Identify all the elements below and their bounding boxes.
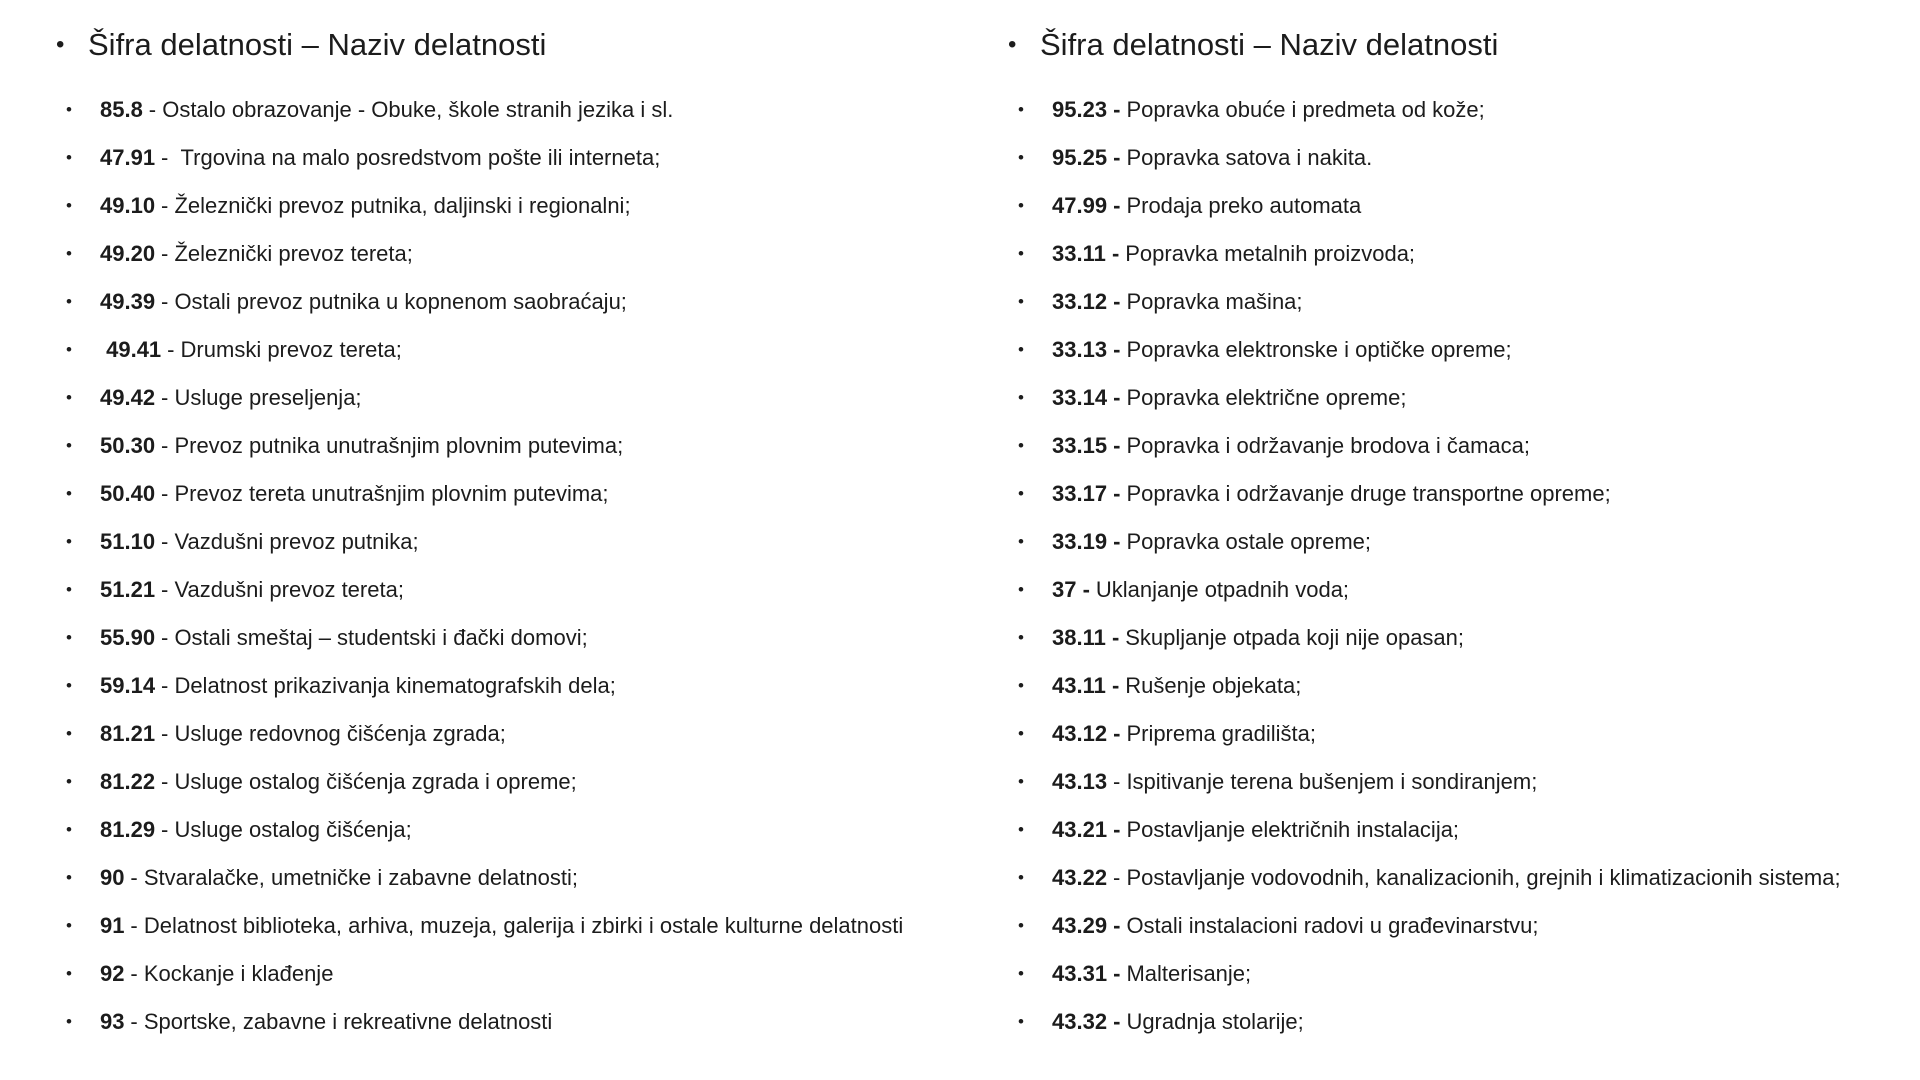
list-item	[56, 768, 966, 795]
bullet-icon: •	[66, 244, 72, 263]
bullet-icon: •	[1018, 628, 1024, 647]
activity-text	[100, 336, 402, 363]
activity-list-left	[56, 96, 966, 1035]
activity-desc: - Usluge ostalog čišćenja zgrada i opreme;	[161, 769, 577, 794]
activity-code: 33.11 -	[1052, 241, 1120, 266]
bullet-icon: •	[1018, 964, 1024, 983]
activity-text	[100, 672, 616, 699]
activity-code: 38.11 -	[1052, 625, 1120, 650]
activity-code: 51.10	[100, 529, 156, 554]
activity-text	[100, 960, 333, 987]
activity-desc: Popravka i održavanje brodova i čamaca;	[1126, 433, 1530, 458]
bullet-icon: •	[66, 1012, 72, 1031]
activity-desc: - Delatnost prikazivanja kinematografskih dela;	[161, 673, 616, 698]
bullet-icon: •	[56, 31, 65, 58]
activity-desc: - Ostalo obrazovanje - Obuke, škole stranih jezika i sl.	[148, 97, 674, 122]
activity-text	[1052, 336, 1512, 363]
activity-text	[1052, 816, 1459, 843]
bullet-icon: •	[1018, 772, 1024, 791]
activity-text	[1052, 672, 1301, 699]
list-item	[56, 960, 966, 987]
activity-text	[100, 144, 660, 171]
activity-desc: Prodaja preko automata	[1126, 193, 1362, 218]
bullet-icon: •	[66, 580, 72, 599]
bullet-icon: •	[66, 388, 72, 407]
activity-text	[100, 528, 419, 555]
activity-text	[1052, 144, 1372, 171]
activity-text	[1052, 1008, 1304, 1035]
activity-text	[1052, 960, 1251, 987]
activity-text	[100, 240, 413, 267]
activity-code: 95.23 -	[1052, 97, 1121, 122]
activity-text	[100, 816, 412, 843]
activity-desc: Uklanjanje otpadnih voda;	[1095, 577, 1350, 602]
activity-desc: - Vazdušni prevoz tereta;	[161, 577, 404, 602]
activity-code: 49.39	[100, 289, 156, 314]
activity-code: 95.25 -	[1052, 145, 1121, 170]
activity-desc: - Prevoz tereta unutrašnjim plovnim putevima;	[161, 481, 609, 506]
bullet-icon: •	[66, 724, 72, 743]
activity-desc: - Ispitivanje terena bušenjem i sondiranjem;	[1113, 769, 1538, 794]
bullet-icon: •	[66, 100, 72, 119]
activity-desc: Popravka metalnih proizvoda;	[1125, 241, 1416, 266]
activity-code: 43.29 -	[1052, 913, 1121, 938]
activity-desc: - Trgovina na malo posredstvom pošte ili interneta;	[161, 145, 661, 170]
bullet-icon: •	[1018, 580, 1024, 599]
activity-text	[1052, 768, 1537, 795]
activity-code: 49.20	[100, 241, 156, 266]
activity-text	[100, 720, 506, 747]
bullet-icon: •	[1008, 31, 1017, 58]
activity-list-right	[1008, 96, 1858, 1035]
list-item	[56, 336, 966, 363]
activity-desc: Malterisanje;	[1126, 961, 1252, 986]
list-item	[56, 432, 966, 459]
activity-code: 51.21	[100, 577, 156, 602]
list-item	[56, 624, 966, 651]
bullet-icon: •	[1018, 196, 1024, 215]
list-item	[1008, 816, 1858, 843]
bullet-icon: •	[66, 772, 72, 791]
list-item	[1008, 480, 1858, 507]
activity-code: 47.91	[100, 145, 156, 170]
activity-text	[1052, 384, 1406, 411]
activity-desc: Popravka obuće i predmeta od kože;	[1126, 97, 1485, 122]
list-item	[1008, 144, 1858, 171]
bullet-icon: •	[1018, 1012, 1024, 1031]
activity-desc: Popravka elektronske i optičke opreme;	[1126, 337, 1512, 362]
activity-desc: Skupljanje otpada koji nije opasan;	[1125, 625, 1465, 650]
activity-desc: - Železnički prevoz putnika, daljinski i regionalni;	[161, 193, 631, 218]
activity-desc: - Delatnost biblioteka, arhiva, muzeja, galerija i zbirki i ostale kulturne delatnosti	[130, 913, 904, 938]
column-left	[56, 26, 966, 1056]
list-item	[56, 96, 966, 123]
activity-text	[1052, 912, 1539, 939]
list-item	[56, 576, 966, 603]
activity-text	[100, 576, 404, 603]
bullet-icon: •	[66, 292, 72, 311]
activity-code: 33.17 -	[1052, 481, 1121, 506]
activity-code: 33.12 -	[1052, 289, 1121, 314]
activity-text	[100, 432, 623, 459]
activity-text	[1052, 240, 1415, 267]
list-item	[1008, 192, 1858, 219]
activity-code: 47.99 -	[1052, 193, 1121, 218]
activity-code: 49.42	[100, 385, 156, 410]
activity-desc: - Usluge preseljenja;	[161, 385, 362, 410]
activity-code: 91	[100, 913, 125, 938]
activity-text	[100, 96, 673, 123]
bullet-icon: •	[1018, 100, 1024, 119]
activity-desc: Priprema gradilišta;	[1126, 721, 1316, 746]
bullet-icon: •	[1018, 820, 1024, 839]
list-item	[1008, 1008, 1858, 1035]
column-title-row	[1008, 26, 1858, 64]
list-item	[56, 288, 966, 315]
activity-code: 49.41	[100, 337, 162, 362]
list-item	[1008, 960, 1858, 987]
bullet-icon: •	[1018, 532, 1024, 551]
activity-desc: - Vazdušni prevoz putnika;	[161, 529, 419, 554]
activity-desc: - Kockanje i klađenje	[130, 961, 334, 986]
activity-desc: Ostali instalacioni radovi u građevinarstvu;	[1126, 913, 1539, 938]
list-item	[56, 1008, 966, 1035]
activity-code: 33.14 -	[1052, 385, 1121, 410]
list-item	[56, 864, 966, 891]
activity-text	[1052, 576, 1349, 603]
activity-code: 43.11 -	[1052, 673, 1120, 698]
list-item	[1008, 528, 1858, 555]
bullet-icon: •	[66, 196, 72, 215]
activity-desc: - Prevoz putnika unutrašnjim plovnim putevima;	[161, 433, 624, 458]
bullet-icon: •	[66, 628, 72, 647]
activity-text	[100, 1008, 552, 1035]
activity-code: 81.22	[100, 769, 156, 794]
activity-text	[100, 480, 609, 507]
activity-text	[1052, 528, 1371, 555]
bullet-icon: •	[66, 868, 72, 887]
list-item	[1008, 288, 1858, 315]
activity-code: 49.10	[100, 193, 156, 218]
activity-text	[100, 192, 631, 219]
activity-text	[100, 864, 578, 891]
activity-code: 33.19 -	[1052, 529, 1121, 554]
list-item	[56, 816, 966, 843]
activity-desc: - Usluge ostalog čišćenja;	[161, 817, 412, 842]
activity-text	[100, 288, 627, 315]
activity-desc: - Ostali prevoz putnika u kopnenom saobraćaju;	[161, 289, 627, 314]
bullet-icon: •	[1018, 868, 1024, 887]
bullet-icon: •	[1018, 676, 1024, 695]
activity-desc: - Železnički prevoz tereta;	[161, 241, 413, 266]
bullet-icon: •	[66, 532, 72, 551]
activity-desc: Ugradnja stolarije;	[1126, 1009, 1304, 1034]
list-item	[1008, 720, 1858, 747]
list-item	[56, 528, 966, 555]
activity-code: 33.15 -	[1052, 433, 1121, 458]
activity-text	[1052, 864, 1841, 891]
activity-code: 90	[100, 865, 125, 890]
list-item	[1008, 96, 1858, 123]
bullet-icon: •	[1018, 292, 1024, 311]
activity-desc: - Stvaralačke, umetničke i zabavne delatnosti;	[130, 865, 578, 890]
activity-code: 55.90	[100, 625, 156, 650]
bullet-icon: •	[66, 916, 72, 935]
activity-code: 81.21	[100, 721, 156, 746]
bullet-icon: •	[66, 340, 72, 359]
activity-code: 92	[100, 961, 125, 986]
list-item	[1008, 336, 1858, 363]
bullet-icon: •	[66, 148, 72, 167]
column-title: Šifra delatnosti – Naziv delatnosti	[88, 27, 547, 62]
bullet-icon: •	[1018, 916, 1024, 935]
activity-text	[1052, 432, 1530, 459]
bullet-icon: •	[66, 436, 72, 455]
column-right	[1008, 26, 1858, 1056]
activity-code: 43.31 -	[1052, 961, 1121, 986]
bullet-icon: •	[1018, 148, 1024, 167]
list-item	[1008, 768, 1858, 795]
activity-code: 43.32 -	[1052, 1009, 1121, 1034]
list-item	[1008, 384, 1858, 411]
bullet-icon: •	[1018, 724, 1024, 743]
bullet-icon: •	[1018, 436, 1024, 455]
list-item	[56, 720, 966, 747]
list-item	[1008, 432, 1858, 459]
activity-code: 37 -	[1052, 577, 1090, 602]
list-item	[1008, 240, 1858, 267]
activity-text	[1052, 96, 1485, 123]
activity-desc: - Usluge redovnog čišćenja zgrada;	[161, 721, 506, 746]
activity-desc: Postavljanje električnih instalacija;	[1126, 817, 1460, 842]
activity-desc: Popravka satova i nakita.	[1126, 145, 1373, 170]
list-item	[1008, 576, 1858, 603]
list-item	[56, 480, 966, 507]
activity-desc: - Drumski prevoz tereta;	[167, 337, 402, 362]
activity-desc: Popravka i održavanje druge transportne opreme;	[1126, 481, 1611, 506]
bullet-icon: •	[1018, 244, 1024, 263]
list-item	[56, 672, 966, 699]
activity-text	[1052, 480, 1611, 507]
bullet-icon: •	[1018, 484, 1024, 503]
activity-text	[100, 912, 903, 939]
bullet-icon: •	[1018, 340, 1024, 359]
bullet-icon: •	[66, 964, 72, 983]
activity-text	[100, 768, 577, 795]
activity-code: 43.12 -	[1052, 721, 1121, 746]
list-item	[1008, 672, 1858, 699]
bullet-icon: •	[66, 676, 72, 695]
activity-code: 81.29	[100, 817, 156, 842]
list-item	[56, 144, 966, 171]
activity-text	[1052, 192, 1361, 219]
column-title: Šifra delatnosti – Naziv delatnosti	[1040, 27, 1499, 62]
activity-text	[100, 624, 588, 651]
list-item	[56, 240, 966, 267]
activity-code: 43.22	[1052, 865, 1108, 890]
activity-desc: Popravka električne opreme;	[1126, 385, 1407, 410]
bullet-icon: •	[66, 484, 72, 503]
list-item	[1008, 864, 1858, 891]
activity-code: 50.30	[100, 433, 156, 458]
bullet-icon: •	[66, 820, 72, 839]
activity-desc: - Sportske, zabavne i rekreativne delatnosti	[130, 1009, 553, 1034]
bullet-icon: •	[1018, 388, 1024, 407]
list-item	[56, 192, 966, 219]
activity-desc: Popravka ostale opreme;	[1126, 529, 1372, 554]
activity-code: 43.13	[1052, 769, 1108, 794]
activity-code: 43.21 -	[1052, 817, 1121, 842]
column-title-row	[56, 26, 966, 64]
activity-code: 85.8	[100, 97, 143, 122]
activity-desc: - Ostali smeštaj – studentski i đački domovi;	[161, 625, 588, 650]
activity-text	[1052, 288, 1303, 315]
list-item	[56, 912, 966, 939]
activity-code: 33.13 -	[1052, 337, 1121, 362]
list-item	[56, 384, 966, 411]
activity-code: 59.14	[100, 673, 156, 698]
activity-desc: - Postavljanje vodovodnih, kanalizacionih, grejnih i klimatizacionih sistema;	[1113, 865, 1841, 890]
activity-code: 50.40	[100, 481, 156, 506]
activity-desc: Rušenje objekata;	[1125, 673, 1302, 698]
activity-text	[100, 384, 362, 411]
activity-code: 93	[100, 1009, 125, 1034]
activity-desc: Popravka mašina;	[1126, 289, 1303, 314]
list-item	[1008, 912, 1858, 939]
activity-text	[1052, 720, 1316, 747]
activity-text	[1052, 624, 1464, 651]
list-item	[1008, 624, 1858, 651]
